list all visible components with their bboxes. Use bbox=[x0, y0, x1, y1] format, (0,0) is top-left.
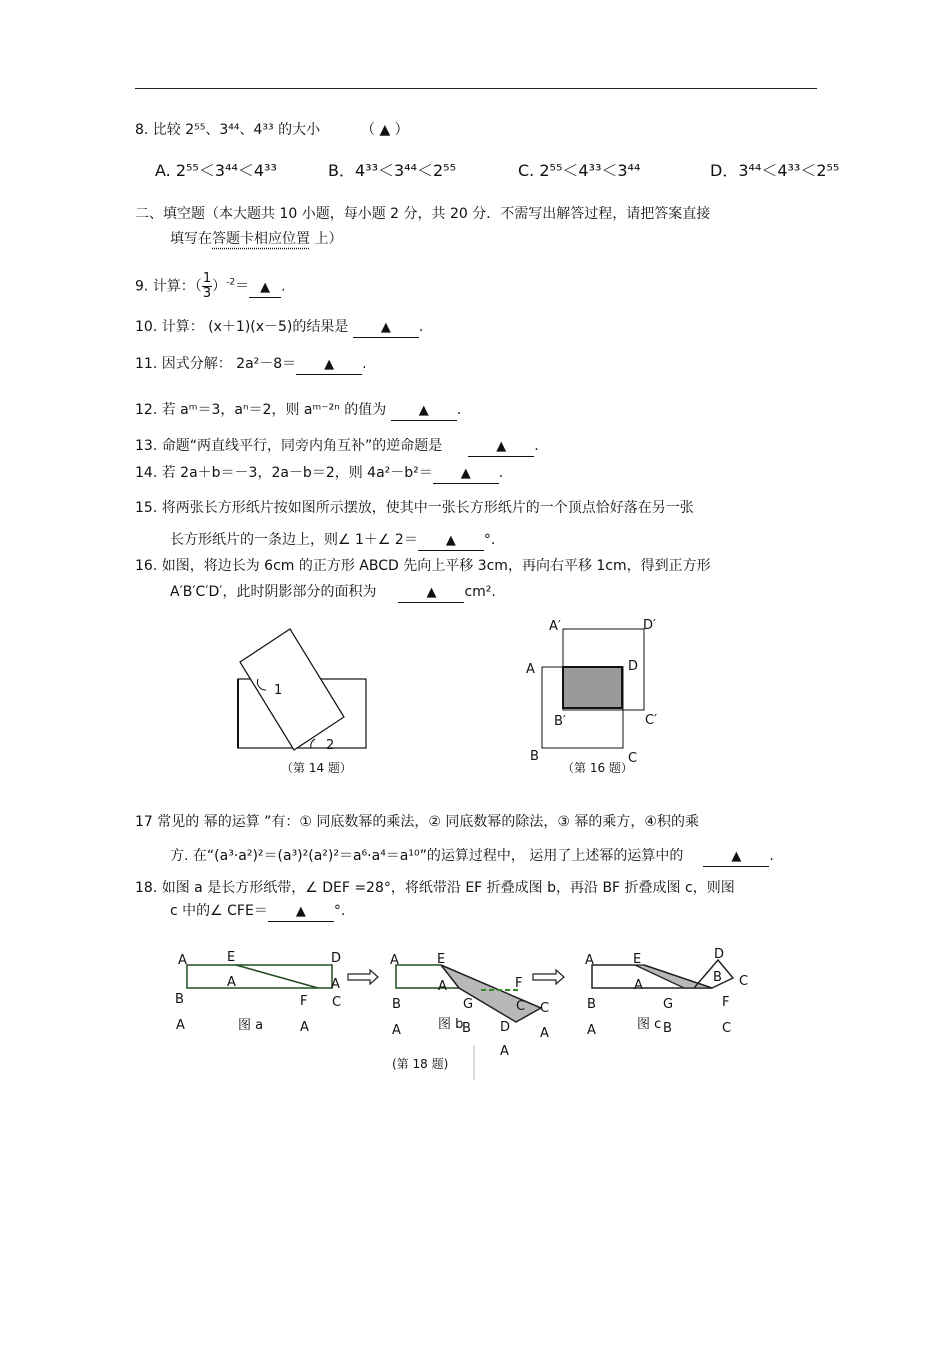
arrow-icon bbox=[533, 970, 564, 984]
question-13: 13. 命题“两直线平行，同旁内角互补”的逆命题是 ▲ . bbox=[135, 437, 539, 457]
answer-blank: ▲ bbox=[353, 318, 419, 338]
fig-b-label: G bbox=[463, 997, 474, 1012]
label-d-prime: D′ bbox=[643, 618, 656, 633]
question-17-line2: 方. 在“(a³·a²)²＝(a³)²(a²)²＝a⁶·a⁴＝a¹⁰”的运算过程中， 运用了上述幂的运算中的 ▲ . bbox=[170, 847, 774, 867]
fig-c-label: G bbox=[663, 997, 674, 1012]
answer-blank: ▲ bbox=[468, 437, 534, 457]
fig-c-label: E bbox=[633, 952, 642, 967]
option-d: D．3⁴⁴＜4³³＜2⁵⁵ bbox=[710, 161, 840, 180]
fig-a-label: A bbox=[178, 953, 187, 968]
label-d: D bbox=[628, 659, 639, 674]
fig-b-label: C bbox=[540, 1001, 550, 1016]
answer-blank: ▲ bbox=[418, 531, 484, 551]
fig-b-label: A bbox=[438, 979, 447, 994]
label-c: C bbox=[628, 751, 638, 766]
figure-14-caption: （第 14 题） bbox=[281, 761, 352, 775]
figure-16-caption: （第 16 题） bbox=[562, 761, 633, 775]
question-8-text: 8. 比较 2⁵⁵、3⁴⁴、4³³ 的大小 bbox=[135, 122, 321, 138]
fig-a-label: B bbox=[175, 992, 184, 1007]
label-b: B bbox=[530, 749, 539, 764]
fig-b-label: A bbox=[540, 1026, 549, 1041]
option-b: B．4³³＜3⁴⁴＜2⁵⁵ bbox=[328, 161, 457, 180]
figure-18-caption: (第 18 题) bbox=[392, 1057, 449, 1071]
question-18: 18. 如图 a 是长方形纸带，∠ DEF =28°，将纸带沿 EF 折叠成图 b，再沿 BF 折叠成图 c，则图 bbox=[135, 880, 735, 896]
fig-b-label: A bbox=[500, 1044, 509, 1059]
fig-b-label: E bbox=[437, 952, 446, 967]
question-18-line2: c 中的∠ CFE＝ ▲ °. bbox=[170, 902, 345, 922]
answer-sheet-emphasis: 答题卡相应位置 bbox=[212, 231, 310, 247]
label-a: A bbox=[526, 662, 535, 677]
fig-a-strip bbox=[187, 965, 332, 988]
question-10: 10. 计算： (x＋1)(x－5)的结果是 ▲ . bbox=[135, 318, 423, 338]
label-c-prime: C′ bbox=[645, 713, 658, 728]
answer-blank: ▲ bbox=[296, 355, 362, 375]
fig-a-label: A bbox=[227, 975, 236, 990]
fig-c-label: B bbox=[663, 1021, 672, 1036]
fig-c-label: A bbox=[634, 978, 643, 993]
answer-blank: ▲ bbox=[268, 902, 334, 922]
question-16: 16. 如图，将边长为 6cm 的正方形 ABCD 先向上平移 3cm，再向右平移 1cm，得到正方形 bbox=[135, 558, 711, 574]
question-16-line2: A′B′C′D′，此时阴影部分的面积为 ▲ cm². bbox=[170, 583, 496, 603]
fig-c-caption: 图 c bbox=[637, 1017, 662, 1032]
fig-c-label: F bbox=[722, 995, 730, 1010]
fig-a-label: A bbox=[300, 1020, 309, 1035]
answer-blank: ▲ bbox=[433, 464, 499, 484]
question-17: 17 常见的 幂的运算 ”有：① 同底数幂的乘法，② 同底数幂的除法，③ 幂的乘方，④积的乘 bbox=[135, 814, 699, 830]
question-15-line2: 长方形纸片的一条边上，则∠ 1＋∠ 2＝ ▲ °. bbox=[170, 531, 495, 551]
label-a-prime: A′ bbox=[549, 619, 561, 634]
label-b-prime: B′ bbox=[554, 714, 566, 729]
arrow-icon bbox=[348, 970, 378, 984]
question-12: 12. 若 aᵐ＝3，aⁿ＝2，则 aᵐ⁻²ⁿ 的值为 ▲ . bbox=[135, 401, 461, 421]
fig-a-fold-line bbox=[236, 965, 318, 988]
fig-b-label: A bbox=[390, 953, 399, 968]
answer-mark: （ ▲ ） bbox=[361, 122, 409, 138]
fig-b-caption: 图 b bbox=[438, 1017, 464, 1032]
fig-c-label: B bbox=[587, 997, 596, 1012]
answer-blank: ▲ bbox=[249, 278, 281, 298]
fig-c-label: A bbox=[585, 953, 594, 968]
fig-b-label: B bbox=[392, 997, 401, 1012]
answer-blank: ▲ bbox=[391, 401, 457, 421]
option-c: C. 2⁵⁵＜4³³＜3⁴⁴ bbox=[518, 161, 641, 180]
fig-b-folded-part bbox=[441, 965, 541, 1022]
fig-c-label: A bbox=[587, 1023, 596, 1038]
question-15: 15. 将两张长方形纸片按如图所示摆放，使其中一张长方形纸片的一个顶点恰好落在另一张 bbox=[135, 500, 694, 516]
section-2-heading: 二、填空题（本大题共 10 小题，每小题 2 分，共 20 分．不需写出解答过程，请把答案直接 bbox=[135, 206, 711, 222]
fraction: $\frac{1}{3}$ bbox=[202, 271, 212, 301]
option-a: A. 2⁵⁵＜3⁴⁴＜4³³ bbox=[155, 161, 277, 180]
fig-b-label: D bbox=[500, 1020, 511, 1035]
fig-a-label: A bbox=[176, 1018, 185, 1033]
fig-a-label: C bbox=[332, 995, 342, 1010]
section-2-heading-line2: 填写在答题卡相应位置 上） bbox=[170, 231, 343, 247]
fig-b-label: A bbox=[392, 1023, 401, 1038]
fig-a-label: F bbox=[300, 994, 308, 1009]
answer-blank: ▲ bbox=[398, 583, 464, 603]
fig-a-caption: 图 a bbox=[238, 1018, 264, 1033]
angle-2-label: 2 bbox=[326, 738, 335, 753]
angle-1-label: 1 bbox=[274, 683, 283, 698]
fig-c-label: C bbox=[739, 974, 749, 989]
answer-blank: ▲ bbox=[703, 847, 769, 867]
fig-a-label: D bbox=[331, 951, 342, 966]
question-11: 11. 因式分解： 2a²－8＝ ▲ . bbox=[135, 355, 367, 375]
fig-a-label: E bbox=[227, 950, 236, 965]
question-9: 9. 计算：（ $\frac{1}{3}$ ）$^{-2}$＝ ▲ . bbox=[135, 271, 286, 301]
fig-a-label: A bbox=[331, 977, 340, 992]
fig-c-label: B bbox=[713, 970, 722, 985]
fig-b-label: C bbox=[516, 999, 526, 1014]
fig-b-label: B bbox=[462, 1021, 471, 1036]
fig-b-label: F bbox=[515, 976, 523, 991]
fig-c-label: C bbox=[722, 1021, 732, 1036]
fig-c-label: D bbox=[714, 947, 725, 962]
question-14: 14. 若 2a＋b＝－3，2a－b＝2，则 4a²－b²＝ ▲ . bbox=[135, 464, 503, 484]
